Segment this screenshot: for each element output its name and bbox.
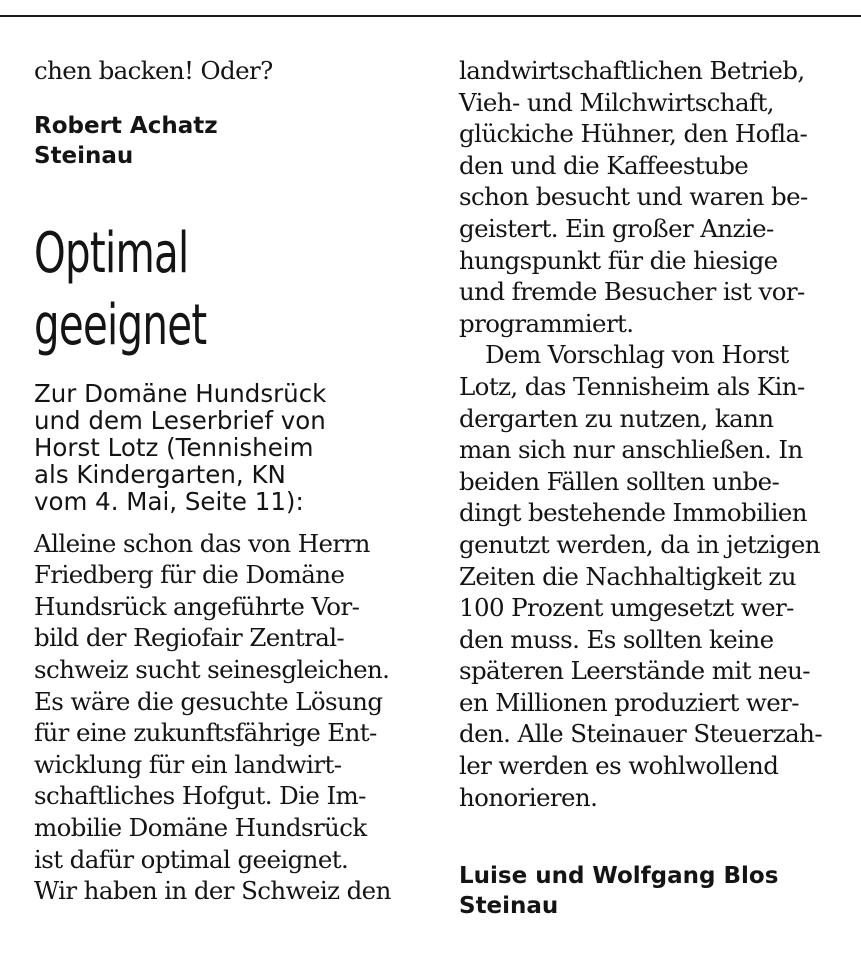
body-line: glückiche Hühner, den Hofla- bbox=[459, 119, 808, 149]
body-line: genutzt werden, da in jetzigen bbox=[459, 529, 820, 559]
body-line: und fremde Besucher ist vor- bbox=[459, 277, 805, 307]
body-line: dergarten zu nutzen, kann bbox=[459, 403, 774, 433]
body-line: man sich nur anschließen. In bbox=[459, 435, 803, 465]
body-line: schaftliches Hofgut. Die Im- bbox=[34, 781, 366, 811]
dek-line: vom 4. Mai, Seite 11): bbox=[34, 486, 304, 516]
body-line: für eine zukunftsfährige Ent- bbox=[34, 718, 377, 748]
letter2-signature-place: Steinau bbox=[459, 893, 559, 920]
body-line: honorieren. bbox=[459, 782, 598, 812]
letter1-ending-line: chen backen! Oder? bbox=[34, 56, 273, 85]
body-line: bild der Regiofair Zentral- bbox=[34, 623, 345, 653]
letter2-body-right-paragraph-1 bbox=[459, 55, 851, 339]
body-line: Friedberg für die Domäne bbox=[34, 560, 345, 590]
letter1-signature-place: Steinau bbox=[34, 142, 134, 169]
body-line: beiden Fällen sollten unbe- bbox=[459, 466, 780, 496]
body-line: Zeiten die Nachhaltigkeit zu bbox=[459, 561, 796, 591]
body-line: Vieh- und Milchwirtschaft, bbox=[459, 87, 774, 117]
body-line: landwirtschaftlichen Betrieb, bbox=[459, 56, 805, 85]
letter2-headline bbox=[34, 218, 424, 362]
headline-line: geeignet bbox=[34, 292, 207, 358]
dek-line: Horst Lotz (Tennisheim bbox=[34, 432, 314, 462]
right-column bbox=[459, 55, 851, 921]
body-line: Wir haben in der Schweiz den bbox=[34, 876, 391, 906]
dek-line: Zur Domäne Hundsrück bbox=[34, 378, 327, 408]
body-line: späteren Leerstände mit neu- bbox=[459, 656, 810, 686]
letter2-body-left bbox=[34, 528, 424, 907]
body-line: Es wäre die gesuchte Lösung bbox=[34, 686, 383, 716]
headline-line: Optimal bbox=[34, 220, 189, 286]
letter2-signature-name: Luise und Wolfgang Blos bbox=[459, 863, 779, 890]
body-line: mobilie Domäne Hundsrück bbox=[34, 812, 367, 842]
dek-line: als Kindergarten, KN bbox=[34, 459, 286, 489]
letter1-signature-name: Robert Achatz bbox=[34, 112, 218, 139]
body-line: en Millionen produziert wer- bbox=[459, 687, 799, 717]
letter2-body-right-paragraph-2 bbox=[459, 339, 851, 813]
body-line: ler werden es wohlwollend bbox=[459, 751, 779, 781]
body-line: ist dafür optimal geeignet. bbox=[34, 844, 349, 874]
body-line: wicklung für ein landwirt- bbox=[34, 749, 342, 779]
body-line: programmiert. bbox=[459, 308, 634, 338]
body-line: den muss. Es sollten keine bbox=[459, 624, 774, 654]
letter2-dek bbox=[34, 380, 424, 515]
dek-line: und dem Leserbrief von bbox=[34, 405, 326, 435]
body-line: den und die Kaffeestube bbox=[459, 150, 749, 180]
body-line: schweiz sucht seinesgleichen. bbox=[34, 654, 390, 684]
body-line: Lotz, das Tennisheim als Kin- bbox=[459, 371, 805, 401]
body-line: den. Alle Steinauer Steuerzah- bbox=[459, 719, 823, 749]
top-rule bbox=[0, 15, 861, 17]
body-line: Hundsrück angeführte Vor- bbox=[34, 591, 360, 621]
body-line: Dem Vorschlag von Horst bbox=[485, 340, 789, 370]
body-line: hungspunkt für die hiesige bbox=[459, 245, 778, 275]
body-line: 100 Prozent umgesetzt wer- bbox=[459, 593, 794, 623]
body-line: schon besucht und waren be- bbox=[459, 182, 808, 212]
body-line: dingt bestehende Immobilien bbox=[459, 498, 807, 528]
body-line: Alleine schon das von Herrn bbox=[34, 528, 370, 558]
left-column bbox=[34, 55, 424, 907]
body-line: geistert. Ein großer Anzie- bbox=[459, 213, 774, 243]
